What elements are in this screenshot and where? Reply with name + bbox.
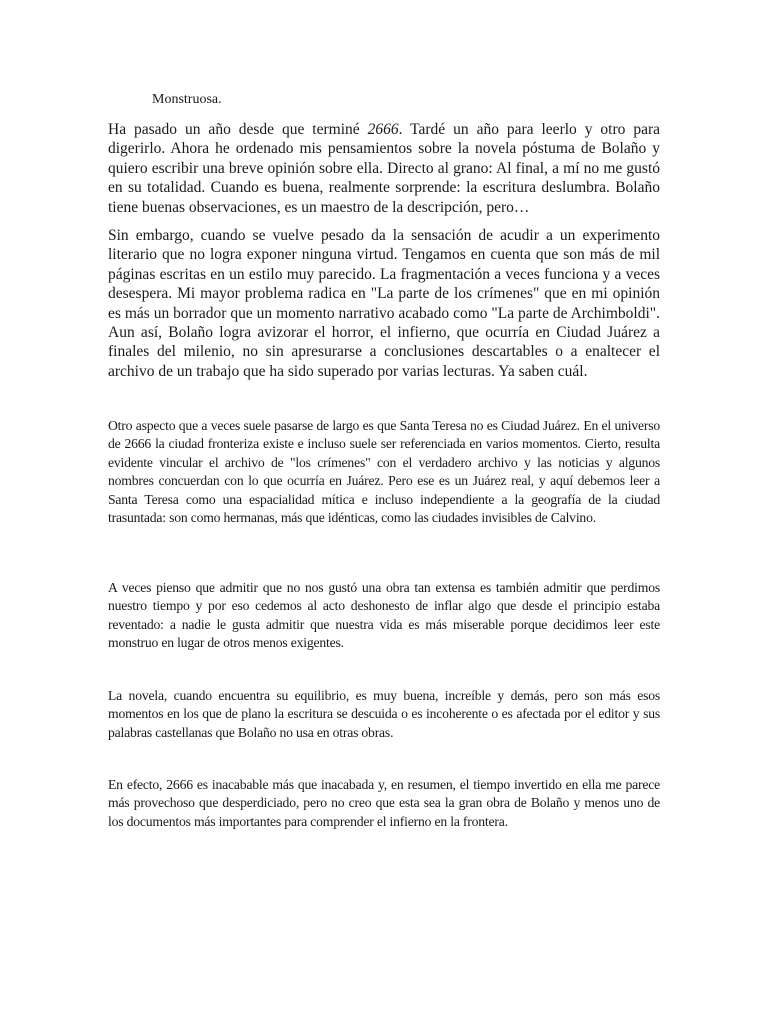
document-title: Monstruosa. xyxy=(152,92,222,107)
book-title-2666: 2666 xyxy=(367,121,399,138)
paragraph-1 xyxy=(108,120,660,217)
paragraph-4: A veces pienso que admitir que no nos gustó una obra tan extensa es también admitir que perdimos nuestro tiempo y por eso cedemos al acto deshonesto de inflar algo que desde el principio estaba reventado: a nadie le gusta admitir que nuestra vida es más miserable porque decidimos leer este monstruo en lugar de otros menos exigentes. xyxy=(108,580,660,651)
paragraph-3: Otro aspecto que a veces suele pasarse de largo es que Santa Teresa no es Ciudad Juárez. En el universo de 2666 la ciudad fronteriza existe e incluso suele ser referenciada en varios momentos. Cierto, resulta evidente vincular el archivo de "los crímenes" con el verdadero archivo y las noticias y algunos nombres concuerdan con lo que ocurría en Juárez. Pero ese es un Juárez real, y aquí debemos leer a Santa Teresa como una espacialidad mítica e incluso independiente a la geografía de la ciudad trasuntada: son como hermanas, más que idénticas, como las ciudades invisibles de Calvino. xyxy=(108,418,660,526)
paragraph-1-rest: . Tardé un año para leerlo y otro para digerirlo. Ahora he ordenado mis pensamientos sobre la novela póstuma de Bolaño y quiero escribir una breve opinión sobre ella. Directo al grano: Al final, a mí no me gustó en su totalidad. Cuando es buena, realmente sorprende: la escritura deslumbra. Bolaño tiene buenas observaciones, es un maestro de la descripción, pero… xyxy=(108,121,660,216)
paragraph-1-intro: Ha pasado un año desde que terminé xyxy=(108,121,368,138)
paragraph-5: La novela, cuando encuentra su equilibrio, es muy buena, increíble y demás, pero son más esos momentos en los que de plano la escritura se descuida o es incoherente o es afectada por el editor y sus palabras castellanas que Bolaño no usa en otras obras. xyxy=(108,688,660,740)
paragraph-2: Sin embargo, cuando se vuelve pesado da la sensación de acudir a un experimento literario que no logra exponer ninguna virtud. Tengamos en cuenta que son más de mil páginas escritas en un estilo muy parecido. La fragmentación a veces funciona y a veces desespera. Mi mayor problema radica en "La parte de los crímenes" que en mi opinión es más un borrador que un momento narrativo acabado como "La parte de Archimboldi". Aun así, Bolaño logra avizorar el horror, el infierno, que ocurría en Ciudad Juárez a finales del milenio, no sin apresurarse a conclusiones descartables o a enaltecer el archivo de un trabajo que ha sido superado por varias lecturas. Ya saben cuál. xyxy=(108,227,660,380)
paragraph-6: En efecto, 2666 es inacabable más que inacabada y, en resumen, el tiempo invertido en ella me parece más provechoso que desperdiciado, pero no creo que esta sea la gran obra de Bolaño y menos uno de los documentos más importantes para comprender el infierno en la frontera. xyxy=(108,777,660,829)
